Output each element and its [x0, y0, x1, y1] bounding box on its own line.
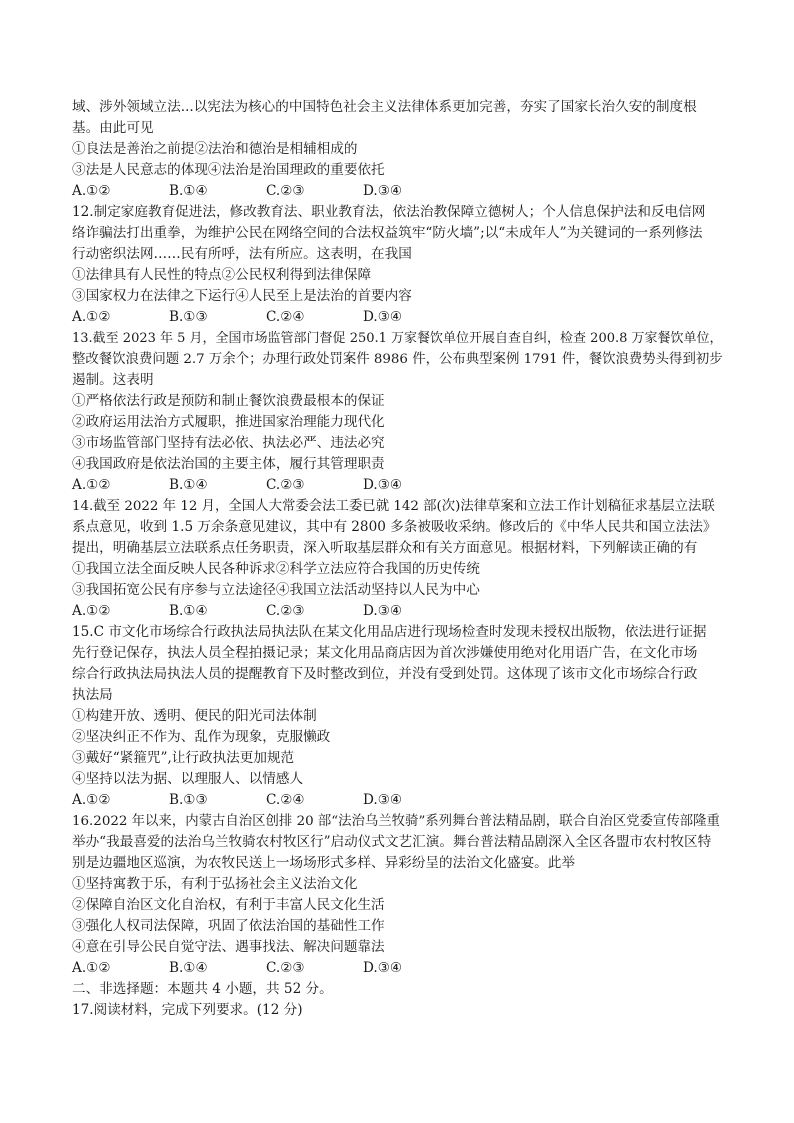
question-text-line: 行动密织法网……民有所呼，法有所应。这表明，在我国: [72, 246, 412, 262]
answer-options: [72, 958, 724, 979]
question-text-line: 15.C 市文化市场综合行政执法局执法队在某文化用品店进行现场检查时发现未授权出版物，依法进行证据: [72, 624, 707, 640]
option-b[interactable]: B.①④: [169, 960, 208, 976]
question-11-tail: [72, 97, 724, 202]
option-d[interactable]: D.③④: [363, 960, 403, 976]
statement-line: ③我国拓宽公民有序参与立法途径④我国立法活动坚持以人民为中心: [72, 582, 480, 598]
statement-line: ①坚持寓教于乐，有利于弘扬社会主义法治文化: [72, 876, 358, 892]
statement-line: ①构建开放、透明、便民的阳光司法体制: [72, 708, 317, 724]
question-text-line: 基。由此可见: [72, 120, 154, 136]
answer-options: [72, 307, 724, 328]
question-text-line: 执法局: [72, 687, 113, 703]
statement-line: ③戴好“紧箍咒”,让行政执法更加规范: [72, 750, 295, 766]
option-b[interactable]: B.①④: [169, 183, 208, 199]
statement-line: ①严格依法行政是预防和制止餐饮浪费最根本的保证: [72, 393, 385, 409]
statement-line: ①我国立法全面反映人民各种诉求②科学立法应符合我国的历史传统: [72, 561, 480, 577]
statement-line: ②坚决纠正不作为、乱作为现象，克服懒政: [72, 729, 331, 745]
question-text-line: 系点意见，收到 1.5 万余条意见建议，其中有 2800 多条被吸收采纳。修改后的《中华人民共和国立法法》: [72, 519, 717, 535]
statement-line: ③强化人权司法保障，巩固了依法治国的基础性工作: [72, 918, 385, 934]
option-b[interactable]: B.①④: [169, 603, 208, 619]
question-14: [72, 496, 724, 622]
question-17-prompt: 17.阅读材料，完成下列要求。(12 分): [72, 1002, 303, 1018]
option-d[interactable]: D.③④: [363, 792, 403, 808]
option-d[interactable]: D.③④: [363, 477, 403, 493]
question-15: [72, 622, 724, 811]
question-12: [72, 202, 724, 328]
option-b[interactable]: B.①③: [169, 792, 208, 808]
statement-line: ①良法是善治之前提②法治和德治是相辅相成的: [72, 141, 358, 157]
option-c[interactable]: C.②③: [266, 960, 305, 976]
question-text-line: 整改餐饮浪费问题 2.7 万余个；办理行政处罚案件 8986 件，公布典型案例 1791 件，餐饮浪费势头得到初步: [72, 352, 723, 367]
statement-line: ②保障自治区文化自治权，有利于丰富人民文化生活: [72, 897, 385, 913]
option-a[interactable]: A.①②: [72, 477, 111, 493]
option-d[interactable]: D.③④: [363, 603, 403, 619]
option-d[interactable]: D.③④: [363, 183, 403, 199]
section-2: [72, 979, 724, 1021]
statement-line: ①法律具有人民性的特点②公民权利得到法律保障: [72, 267, 372, 283]
question-text-line: 先行登记保存，执法人员全程拍摄记录；某文化用品商店因为首次涉嫌使用绝对化用语广告，在文化市场: [72, 645, 698, 661]
option-a[interactable]: A.①②: [72, 603, 111, 619]
option-c[interactable]: C.②④: [266, 309, 305, 325]
question-text-line: 14.截至 2022 年 12 月，全国人大常委会法工委已就 142 部(次)法律草案和立法工作计划稿征求基层立法联: [72, 499, 715, 514]
question-text-line: 综合行政执法局执法人员的提醒教育下及时整改到位，并没有受到处罚。这体现了该市文化市场综合行政: [72, 666, 698, 682]
option-a[interactable]: A.①②: [72, 183, 111, 199]
answer-options: [72, 601, 724, 622]
option-c[interactable]: C.②③: [266, 183, 305, 199]
question-text-line: 16.2022 年以来，内蒙古自治区创排 20 部“法治乌兰牧骑”系列舞台普法精品剧，联合自治区党委宣传部隆重: [72, 814, 720, 829]
statement-line: ③国家权力在法律之下运行④人民至上是法治的首要内容: [72, 288, 412, 304]
exam-page: [72, 97, 724, 1021]
option-b[interactable]: B.①③: [169, 309, 208, 325]
option-b[interactable]: B.①④: [169, 477, 208, 493]
statement-line: ③市场监管部门坚持有法必依、执法必严、违法必究: [72, 435, 385, 451]
answer-options: [72, 475, 724, 496]
statement-line: ④坚持以法为据、以理服人、以情感人: [72, 771, 304, 787]
question-text-line: 别是边疆地区巡演，为农牧民送上一场场形式多样、异彩纷呈的法治文化盛宴。此举: [72, 855, 575, 871]
statement-line: ③法是人民意志的体现④法治是治国理政的重要依托: [72, 162, 385, 178]
option-c[interactable]: C.②④: [266, 792, 305, 808]
option-a[interactable]: A.①②: [72, 309, 111, 325]
question-16: [72, 811, 724, 979]
option-a[interactable]: A.①②: [72, 792, 111, 808]
answer-options: [72, 790, 724, 811]
section-heading: 二、非选择题：本题共 4 小题，共 52 分。: [72, 981, 333, 997]
question-text-line: 13.截至 2023 年 5 月，全国市场监管部门督促 250.1 万家餐饮单位开展自查自纠，检查 200.8 万家餐饮单位，: [72, 331, 723, 346]
question-text-line: 域、涉外领域立法...以宪法为核心的中国特色社会主义法律体系更加完善，夯实了国家长治久安的制度根: [72, 99, 697, 115]
statement-line: ②政府运用法治方式履职，推进国家治理能力现代化: [72, 414, 385, 430]
option-d[interactable]: D.③④: [363, 309, 403, 325]
question-text-line: 12.制定家庭教育促进法，修改教育法、职业教育法，依法治教保障立德树人；个人信息保护法和反电信网: [72, 204, 706, 220]
option-c[interactable]: C.②③: [266, 603, 305, 619]
answer-options: [72, 181, 724, 202]
question-text-line: 遏制。这表明: [72, 372, 154, 388]
statement-line: ④意在引导公民自觉守法、遇事找法、解决问题靠法: [72, 939, 385, 955]
question-text-line: 举办“我最喜爱的法治乌兰牧骑农村牧区行”启动仪式文艺汇演。舞台普法精品剧深入全区各盟市农村牧区特: [72, 834, 712, 850]
option-c[interactable]: C.②③: [266, 477, 305, 493]
question-text-line: 络诈骗法打出重拳，为维护公民在网络空间的合法权益筑牢“防火墙”;以“未成年人”为关键词的一系列修法: [72, 225, 703, 241]
question-text-line: 提出，明确基层立法联系点任务职责，深入听取基层群众和有关方面意见。根据材料，下列解读正确的有: [72, 540, 698, 556]
question-13: [72, 328, 724, 496]
statement-line: ④我国政府是依法治国的主要主体，履行其管理职责: [72, 456, 385, 472]
option-a[interactable]: A.①②: [72, 960, 111, 976]
